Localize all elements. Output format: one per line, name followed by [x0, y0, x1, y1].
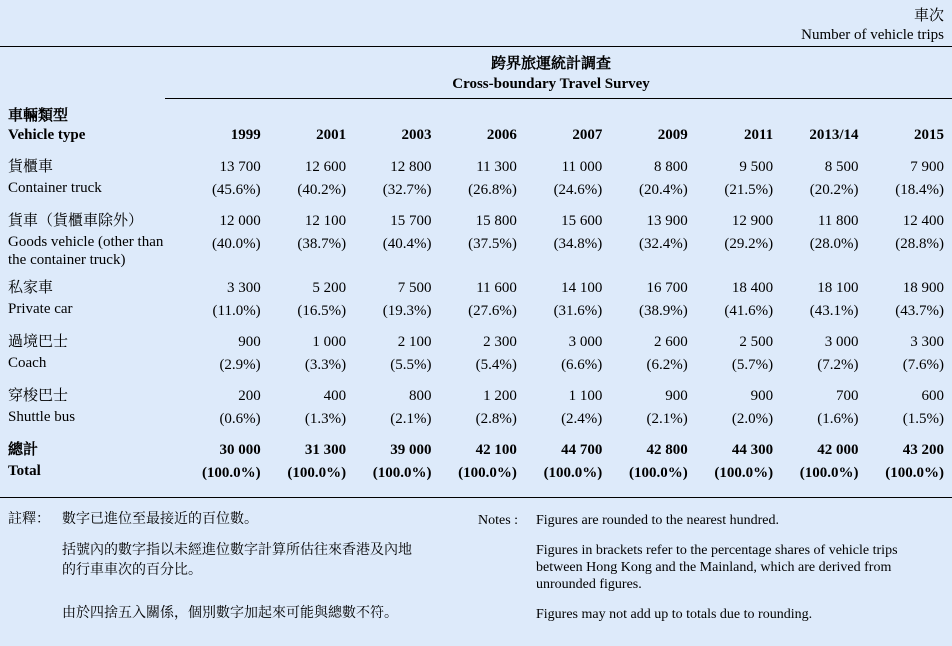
share-percent-cell: (2.9%)	[219, 357, 261, 373]
survey-rule	[165, 98, 952, 99]
share-percent-cell: (5.4%)	[475, 357, 517, 373]
trip-count-cell: 1 100	[568, 388, 603, 404]
share-percent-cell: (19.3%)	[382, 303, 432, 319]
note-chinese-1: 數字已進位至最接近的百位數。	[62, 512, 258, 527]
trip-count-cell: 18 100	[817, 280, 859, 296]
share-percent-cell: (100.0%)	[287, 465, 347, 481]
share-percent-cell: (11.0%)	[212, 303, 261, 319]
year-header: 2001	[316, 127, 347, 143]
share-percent-cell: (5.7%)	[731, 357, 774, 373]
vehicle-type-header-english: Vehicle type	[8, 127, 86, 143]
share-percent-cell: (100.0%)	[885, 465, 944, 481]
trip-count-cell: 44 700	[561, 442, 603, 458]
table-row	[0, 329, 952, 354]
trip-count-cell: 44 300	[731, 442, 774, 458]
share-percent-cell: (18.4%)	[895, 182, 944, 198]
trip-count-cell: 11 800	[817, 213, 859, 229]
table-row	[0, 300, 952, 323]
trip-count-cell: 200	[238, 388, 261, 404]
note-english-1: Figures are rounded to the nearest hundred.	[536, 513, 779, 528]
trip-count-cell: 900	[750, 388, 774, 404]
trip-count-cell: 5 200	[312, 280, 347, 296]
table-row	[0, 437, 952, 462]
year-header: 2003	[401, 127, 432, 143]
trip-count-cell: 12 100	[304, 213, 347, 229]
share-percent-cell: (7.6%)	[902, 357, 944, 373]
vehicle-type-english: Coach	[8, 355, 47, 371]
trip-count-cell: 13 900	[646, 213, 688, 229]
share-percent-cell: (1.5%)	[902, 411, 944, 427]
table-row	[0, 233, 952, 269]
bottom-rule	[0, 497, 952, 498]
share-percent-cell: (28.0%)	[809, 236, 859, 252]
share-percent-cell: (6.2%)	[646, 357, 688, 373]
share-percent-cell: (100.0%)	[799, 465, 859, 481]
table-row	[0, 208, 952, 233]
trip-count-cell: 2 100	[397, 334, 432, 350]
share-percent-cell: (40.0%)	[211, 236, 261, 252]
trip-count-cell: 2 300	[483, 334, 517, 350]
table-row	[0, 154, 952, 179]
share-percent-cell: (100.0%)	[372, 465, 432, 481]
trip-count-cell: 11 000	[561, 159, 603, 175]
year-header: 2006	[486, 127, 517, 143]
year-header: 2015	[914, 127, 944, 143]
share-percent-cell: (100.0%)	[201, 465, 261, 481]
trip-count-cell: 39 000	[390, 442, 432, 458]
trip-count-cell: 42 100	[475, 442, 517, 458]
share-percent-cell: (6.6%)	[561, 357, 603, 373]
trip-count-cell: 12 800	[390, 159, 432, 175]
vehicle-type-chinese: 總計	[8, 442, 39, 458]
share-percent-cell: (31.6%)	[553, 303, 603, 319]
table-row	[0, 408, 952, 431]
table-row	[0, 383, 952, 408]
trip-count-cell: 11 300	[476, 159, 517, 175]
vehicle-type-chinese: 過境巴士	[8, 334, 69, 350]
survey-title-chinese: 跨界旅運統計調查	[490, 56, 611, 72]
trip-count-cell: 12 400	[902, 213, 944, 229]
year-header: 2013/14	[809, 127, 859, 143]
trip-count-cell: 7 500	[397, 280, 432, 296]
share-percent-cell: (43.1%)	[809, 303, 859, 319]
share-percent-cell: (38.7%)	[297, 236, 347, 252]
share-percent-cell: (21.5%)	[724, 182, 774, 198]
trip-count-cell: 8 800	[653, 159, 688, 175]
trip-count-cell: 11 600	[476, 280, 517, 296]
share-percent-cell: (100.0%)	[458, 465, 517, 481]
table-row	[0, 462, 952, 485]
share-percent-cell: (20.4%)	[638, 182, 688, 198]
trip-count-cell: 12 000	[219, 213, 261, 229]
share-percent-cell: (100.0%)	[628, 465, 688, 481]
trip-count-cell: 400	[323, 388, 347, 404]
vehicle-type-chinese: 貨車（貨櫃車除外）	[8, 213, 144, 229]
note-english-2: Figures in brackets refer to the percentage shares of vehicle trips between Hong Kong and the Mainland, which are derived from unrounded figures.	[536, 543, 898, 592]
table-row	[0, 275, 952, 300]
trip-count-cell: 30 000	[219, 442, 261, 458]
note-english-3: Figures may not add up to totals due to rounding.	[536, 607, 813, 622]
share-percent-cell: (20.2%)	[809, 182, 859, 198]
share-percent-cell: (3.3%)	[304, 357, 347, 373]
survey-title-english: Cross-boundary Travel Survey	[452, 76, 650, 92]
trip-count-cell: 13 700	[219, 159, 261, 175]
trip-count-cell: 600	[921, 388, 944, 404]
trip-count-cell: 42 800	[646, 442, 688, 458]
share-percent-cell: (37.5%)	[468, 236, 517, 252]
trip-count-cell: 12 900	[731, 213, 774, 229]
trip-count-cell: 900	[238, 334, 261, 350]
trip-count-cell: 18 400	[731, 280, 774, 296]
share-percent-cell: (16.5%)	[297, 303, 347, 319]
trip-count-cell: 800	[409, 388, 432, 404]
trip-count-cell: 15 700	[390, 213, 432, 229]
unit-label-english: Number of vehicle trips	[801, 27, 944, 43]
share-percent-cell: (40.2%)	[297, 182, 347, 198]
vehicle-type-english: Shuttle bus	[8, 409, 76, 425]
share-percent-cell: (100.0%)	[543, 465, 603, 481]
share-percent-cell: (2.4%)	[561, 411, 603, 427]
trip-count-cell: 9 500	[739, 159, 774, 175]
share-percent-cell: (34.8%)	[553, 236, 603, 252]
share-percent-cell: (28.8%)	[895, 236, 944, 252]
share-percent-cell: (2.8%)	[475, 411, 517, 427]
trip-count-cell: 15 600	[561, 213, 603, 229]
trip-count-cell: 43 200	[902, 442, 944, 458]
notes-label-chinese: 註釋：	[8, 512, 50, 527]
year-header: 1999	[230, 127, 261, 143]
vehicle-type-chinese: 穿梭巴士	[8, 388, 69, 404]
trip-count-cell: 12 600	[304, 159, 347, 175]
share-percent-cell: (26.8%)	[468, 182, 517, 198]
vehicle-type-chinese: 貨櫃車	[8, 159, 54, 175]
share-percent-cell: (7.2%)	[817, 357, 859, 373]
vehicle-type-english: Goods vehicle (other than the container truck)	[8, 234, 164, 268]
vehicle-type-english: Private car	[8, 301, 73, 317]
share-percent-cell: (2.1%)	[646, 411, 688, 427]
share-percent-cell: (1.3%)	[304, 411, 347, 427]
vehicle-type-chinese: 私家車	[8, 280, 54, 296]
trip-count-cell: 7 900	[910, 159, 944, 175]
trip-count-cell: 42 000	[817, 442, 859, 458]
trip-count-cell: 2 600	[653, 334, 688, 350]
trip-count-cell: 3 300	[226, 280, 261, 296]
trip-count-cell: 3 000	[568, 334, 603, 350]
share-percent-cell: (0.6%)	[219, 411, 261, 427]
header-row	[0, 124, 952, 148]
year-header: 2007	[572, 127, 603, 143]
year-header: 2009	[657, 127, 688, 143]
trip-count-cell: 31 300	[304, 442, 347, 458]
table-row	[0, 179, 952, 202]
trip-count-cell: 18 900	[902, 280, 944, 296]
trip-count-cell: 700	[836, 388, 859, 404]
unit-label-chinese: 車次	[913, 8, 944, 24]
share-percent-cell: (29.2%)	[724, 236, 774, 252]
table-row	[0, 354, 952, 377]
share-percent-cell: (40.4%)	[382, 236, 432, 252]
top-rule	[0, 46, 952, 47]
share-percent-cell: (2.0%)	[731, 411, 774, 427]
trip-count-cell: 3 000	[824, 334, 859, 350]
vehicle-type-english: Container truck	[8, 180, 102, 196]
share-percent-cell: (1.6%)	[817, 411, 859, 427]
share-percent-cell: (27.6%)	[468, 303, 517, 319]
share-percent-cell: (24.6%)	[553, 182, 603, 198]
share-percent-cell: (32.4%)	[638, 236, 688, 252]
share-percent-cell: (32.7%)	[382, 182, 432, 198]
trip-count-cell: 1 000	[312, 334, 347, 350]
vehicle-trips-table	[0, 124, 952, 485]
share-percent-cell: (2.1%)	[390, 411, 432, 427]
year-header: 2011	[743, 127, 774, 143]
trip-count-cell: 14 100	[561, 280, 603, 296]
trip-count-cell: 3 300	[910, 334, 944, 350]
trip-count-cell: 1 200	[483, 388, 517, 404]
share-percent-cell: (45.6%)	[211, 182, 261, 198]
share-percent-cell: (43.7%)	[895, 303, 944, 319]
notes-label-english: Notes :	[478, 513, 519, 528]
share-percent-cell: (41.6%)	[724, 303, 774, 319]
share-percent-cell: (100.0%)	[714, 465, 774, 481]
trip-count-cell: 900	[665, 388, 688, 404]
vehicle-type-header-chinese: 車輛類型	[8, 108, 69, 124]
trip-count-cell: 8 500	[824, 159, 859, 175]
trip-count-cell: 2 500	[739, 334, 774, 350]
vehicle-type-english: Total	[8, 463, 41, 479]
trip-count-cell: 15 800	[475, 213, 517, 229]
note-chinese-2: 括號內的數字指以未經進位數字計算所估往來香港及內地的行車車次的百分比。	[62, 543, 412, 578]
note-chinese-3: 由於四捨五入關係，個別數字加起來可能與總數不符。	[62, 606, 398, 621]
share-percent-cell: (5.5%)	[390, 357, 432, 373]
trip-count-cell: 16 700	[646, 280, 688, 296]
share-percent-cell: (38.9%)	[638, 303, 688, 319]
